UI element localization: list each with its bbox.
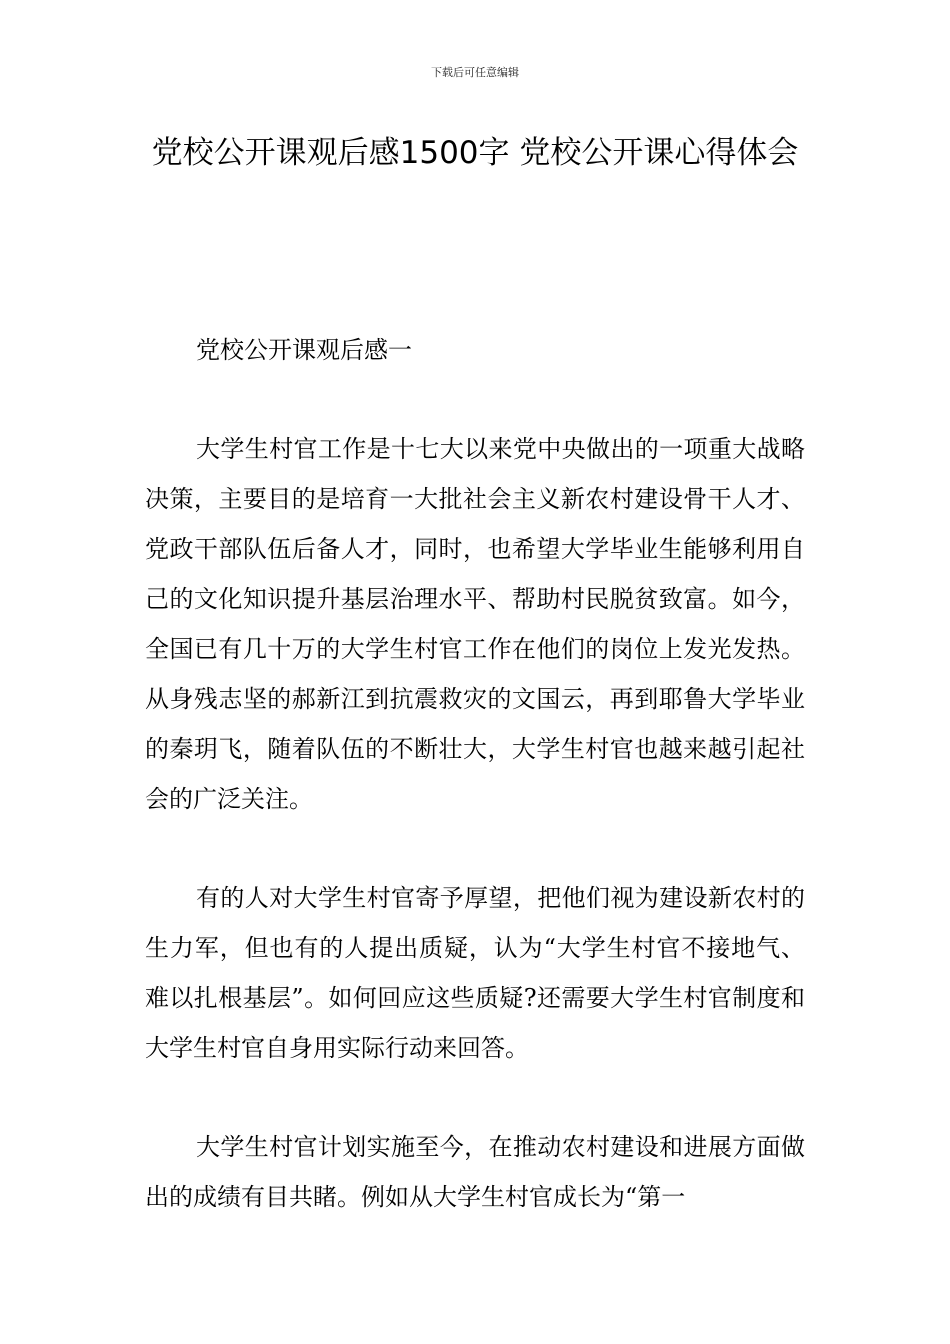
body-paragraph: 大学生村官计划实施至今，在推动农村建设和进展方面做出的成绩有目共睹。例如从大学生村官成长为“第一 <box>145 1133 805 1211</box>
body-paragraph: 有的人对大学生村官寄予厚望，把他们视为建设新农村的生力军，但也有的人提出质疑，认为“大学生村官不接地气、难以扎根基层”。如何回应这些质疑?还需要大学生村官制度和大学生村官自身用实际行动来回答。 <box>145 884 805 1062</box>
page-title: 党校公开课观后感1500字 党校公开课心得体会 <box>151 135 799 171</box>
body-paragraph: 大学生村官工作是十七大以来党中央做出的一项重大战略决策，主要目的是培育一大批社会主义新农村建设骨干人才、党政干部队伍后备人才，同时，也希望大学毕业生能够利用自己的文化知识提升基层治理水平、帮助村民脱贫致富。如今，全国已有几十万的大学生村官工作在他们的岗位上发光发热。从身残志坚的郝新江到抗震救灾的文国云，再到耶鲁大学毕业的秦玥飞，随着队伍的不断壮大，大学生村官也越来越引起社会的广泛关注。 <box>145 435 805 813</box>
section-heading: 党校公开课观后感一 <box>196 336 412 364</box>
header-note: 下载后可任意编辑 <box>431 66 519 79</box>
